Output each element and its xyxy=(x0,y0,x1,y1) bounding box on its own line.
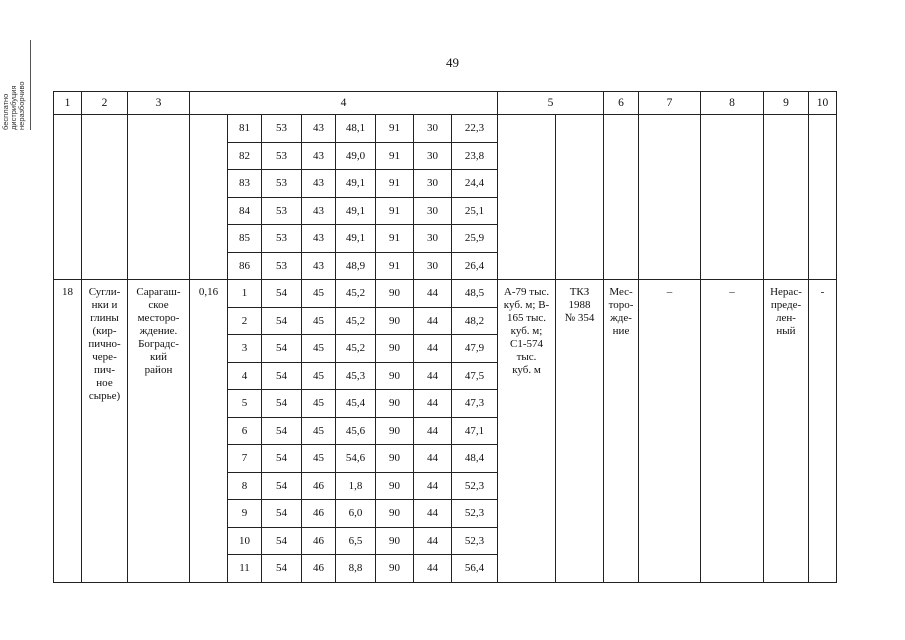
blank-cell xyxy=(128,115,190,280)
data-cell: 3 xyxy=(228,335,262,363)
data-cell: 43 xyxy=(302,115,336,143)
data-cell: 9 xyxy=(228,500,262,528)
data-cell: 91 xyxy=(376,170,414,198)
data-cell: 56,4 xyxy=(452,555,498,583)
blank-cell xyxy=(54,115,82,280)
data-cell: 54 xyxy=(262,445,302,473)
data-cell: 47,9 xyxy=(452,335,498,363)
data-cell: 30 xyxy=(414,197,452,225)
data-cell: 46 xyxy=(302,500,336,528)
cell-line: лен- xyxy=(776,312,796,324)
data-cell: 49,1 xyxy=(336,170,376,198)
blank-cell xyxy=(701,115,764,280)
data-cell: 54 xyxy=(262,472,302,500)
data-cell: 54,6 xyxy=(336,445,376,473)
cell-line: ние xyxy=(612,325,630,337)
data-cell: 30 xyxy=(414,252,452,280)
data-cell: 86 xyxy=(228,252,262,280)
data-cell: 43 xyxy=(302,170,336,198)
data-cell: 90 xyxy=(376,335,414,363)
data-cell: 53 xyxy=(262,252,302,280)
data-cell: 47,5 xyxy=(452,362,498,390)
page-number: 49 xyxy=(446,55,459,70)
data-cell: 90 xyxy=(376,390,414,418)
data-cell: 91 xyxy=(376,115,414,143)
cell-line: ждение. xyxy=(139,325,178,337)
data-cell: 1,8 xyxy=(336,472,376,500)
data-cell: 47,1 xyxy=(452,417,498,445)
data-cell: 45 xyxy=(302,445,336,473)
area-cell: 0,16 xyxy=(190,280,228,583)
data-cell: 45,3 xyxy=(336,362,376,390)
data-cell: 23,8 xyxy=(452,142,498,170)
cell-line: А-79 тыс. xyxy=(503,286,550,298)
cell-line: пично- xyxy=(88,338,121,350)
data-cell: 7 xyxy=(228,445,262,473)
data-cell: 45 xyxy=(302,390,336,418)
cell-line: (кир- xyxy=(92,325,117,337)
data-cell: 43 xyxy=(302,142,336,170)
data-cell: 82 xyxy=(228,142,262,170)
cell-line: пич- xyxy=(94,364,115,376)
data-cell: 48,2 xyxy=(452,307,498,335)
cell-line: нки и xyxy=(91,299,118,311)
data-cell: 45 xyxy=(302,307,336,335)
cell-line: Мес- xyxy=(609,286,633,298)
data-cell: 84 xyxy=(228,197,262,225)
cell-line: Нерас- xyxy=(770,286,802,298)
cell-line: ТКЗ xyxy=(569,286,590,298)
cell-line: 165 тыс. xyxy=(506,312,547,324)
cell-line: месторо- xyxy=(137,312,180,324)
data-cell: 91 xyxy=(376,142,414,170)
cell-line: кий xyxy=(149,351,168,363)
data-cell: 45 xyxy=(302,417,336,445)
data-cell: 90 xyxy=(376,527,414,555)
data-cell: 53 xyxy=(262,225,302,253)
cell-line: преде- xyxy=(770,299,802,311)
table-header-row xyxy=(54,92,837,115)
type-cell xyxy=(604,280,639,583)
cell-line: ный xyxy=(776,325,796,337)
data-cell: 44 xyxy=(414,362,452,390)
blank-cell xyxy=(82,115,128,280)
data-cell: 45,2 xyxy=(336,280,376,308)
cell-line: С1-574 xyxy=(510,338,543,350)
data-cell: 54 xyxy=(262,362,302,390)
data-cell: 44 xyxy=(414,280,452,308)
blank-cell xyxy=(809,115,837,280)
data-cell: 6,5 xyxy=(336,527,376,555)
data-cell: 90 xyxy=(376,417,414,445)
data-cell: 54 xyxy=(262,527,302,555)
stamp-line: бесплатно xyxy=(1,93,10,130)
data-cell: 43 xyxy=(302,252,336,280)
data-cell: 22,3 xyxy=(452,115,498,143)
data-cell: 46 xyxy=(302,527,336,555)
data-cell: 54 xyxy=(262,555,302,583)
deposit-cell xyxy=(128,280,190,583)
cell-line: чере- xyxy=(92,351,117,363)
data-cell: 26,4 xyxy=(452,252,498,280)
data-cell: 6 xyxy=(228,417,262,445)
data-cell: 44 xyxy=(414,555,452,583)
dash-cell: – xyxy=(639,280,701,583)
data-cell: 24,4 xyxy=(452,170,498,198)
data-cell: 45 xyxy=(302,280,336,308)
cell-line: сырье) xyxy=(88,390,121,402)
data-cell: 25,1 xyxy=(452,197,498,225)
header-cell: 5 xyxy=(498,92,604,115)
data-cell: 49,0 xyxy=(336,142,376,170)
data-cell: 44 xyxy=(414,390,452,418)
data-cell: 30 xyxy=(414,225,452,253)
blank-cell xyxy=(498,115,556,280)
dash-cell: – xyxy=(701,280,764,583)
cell-line: куб. м; xyxy=(510,325,543,337)
header-cell: 9 xyxy=(764,92,809,115)
data-cell: 6,0 xyxy=(336,500,376,528)
cell-line: № 354 xyxy=(564,312,595,324)
data-cell: 48,9 xyxy=(336,252,376,280)
data-cell: 53 xyxy=(262,142,302,170)
blank-cell xyxy=(190,115,228,280)
data-cell: 44 xyxy=(414,417,452,445)
cell-line: ское xyxy=(148,299,169,311)
data-cell: 52,3 xyxy=(452,500,498,528)
data-cell: 25,9 xyxy=(452,225,498,253)
data-cell: 45,6 xyxy=(336,417,376,445)
data-cell: 90 xyxy=(376,500,414,528)
margin-stamp xyxy=(2,40,42,130)
header-cell: 2 xyxy=(82,92,128,115)
stamp-rule xyxy=(30,40,31,130)
header-cell: 6 xyxy=(604,92,639,115)
data-cell: 81 xyxy=(228,115,262,143)
data-cell: 44 xyxy=(414,500,452,528)
data-cell: 48,1 xyxy=(336,115,376,143)
data-cell: 44 xyxy=(414,472,452,500)
data-cell: 45 xyxy=(302,335,336,363)
data-cell: 90 xyxy=(376,307,414,335)
table-row xyxy=(54,115,837,143)
data-cell: 45 xyxy=(302,362,336,390)
data-cell: 10 xyxy=(228,527,262,555)
data-cell: 43 xyxy=(302,225,336,253)
table-row xyxy=(54,280,837,308)
status-cell xyxy=(764,280,809,583)
data-cell: 8 xyxy=(228,472,262,500)
data-cell: 91 xyxy=(376,225,414,253)
cell-line: куб. м xyxy=(512,364,541,376)
data-cell: 30 xyxy=(414,115,452,143)
data-cell: 11 xyxy=(228,555,262,583)
data-cell: 45,2 xyxy=(336,307,376,335)
data-cell: 90 xyxy=(376,445,414,473)
data-cell: 2 xyxy=(228,307,262,335)
data-cell: 45,4 xyxy=(336,390,376,418)
blank-cell xyxy=(604,115,639,280)
material-cell xyxy=(82,280,128,583)
data-cell: 90 xyxy=(376,280,414,308)
data-cell: 48,5 xyxy=(452,280,498,308)
data-cell: 44 xyxy=(414,335,452,363)
header-cell: 7 xyxy=(639,92,701,115)
data-cell: 52,3 xyxy=(452,472,498,500)
data-cell: 90 xyxy=(376,362,414,390)
header-cell: 3 xyxy=(128,92,190,115)
cell-line: Сарагаш- xyxy=(136,286,181,298)
row-number-cell: 18 xyxy=(54,280,82,583)
data-cell: 91 xyxy=(376,197,414,225)
data-cell: 48,4 xyxy=(452,445,498,473)
data-cell: 53 xyxy=(262,170,302,198)
dash-cell: - xyxy=(809,280,837,583)
data-cell: 49,1 xyxy=(336,225,376,253)
cell-line: глины xyxy=(90,312,119,324)
stamp-line: неразборчиво xyxy=(17,81,26,130)
data-cell: 5 xyxy=(228,390,262,418)
data-cell: 91 xyxy=(376,252,414,280)
data-cell: 53 xyxy=(262,115,302,143)
header-cell: 1 xyxy=(54,92,82,115)
header-cell: 4 xyxy=(190,92,498,115)
data-cell: 4 xyxy=(228,362,262,390)
data-cell: 54 xyxy=(262,500,302,528)
data-cell: 45,2 xyxy=(336,335,376,363)
data-cell: 85 xyxy=(228,225,262,253)
data-cell: 47,3 xyxy=(452,390,498,418)
data-cell: 90 xyxy=(376,555,414,583)
cell-line: ное xyxy=(96,377,113,389)
data-cell: 83 xyxy=(228,170,262,198)
data-cell: 52,3 xyxy=(452,527,498,555)
data-cell: 54 xyxy=(262,335,302,363)
data-cell: 53 xyxy=(262,197,302,225)
cell-line: район xyxy=(144,364,173,376)
header-cell: 10 xyxy=(809,92,837,115)
cell-line: жде- xyxy=(610,312,632,324)
data-cell: 30 xyxy=(414,170,452,198)
data-cell: 90 xyxy=(376,472,414,500)
reserves-cell xyxy=(498,280,556,583)
data-cell: 30 xyxy=(414,142,452,170)
data-cell: 46 xyxy=(302,555,336,583)
cell-line: 1988 xyxy=(568,299,591,311)
data-cell: 44 xyxy=(414,307,452,335)
cell-line: куб. м; В- xyxy=(503,299,550,311)
data-cell: 44 xyxy=(414,527,452,555)
data-cell: 54 xyxy=(262,390,302,418)
deposits-table xyxy=(53,91,837,583)
data-cell: 49,1 xyxy=(336,197,376,225)
data-cell: 54 xyxy=(262,307,302,335)
cell-line: торо- xyxy=(608,299,634,311)
data-cell: 8,8 xyxy=(336,555,376,583)
data-cell: 1 xyxy=(228,280,262,308)
data-cell: 54 xyxy=(262,280,302,308)
cell-line: Сугли- xyxy=(88,286,121,298)
header-cell: 8 xyxy=(701,92,764,115)
blank-cell xyxy=(556,115,604,280)
protocol-cell xyxy=(556,280,604,583)
table-body xyxy=(54,92,837,583)
data-cell: 44 xyxy=(414,445,452,473)
data-cell: 46 xyxy=(302,472,336,500)
cell-line: тыс. xyxy=(516,351,537,363)
data-cell: 54 xyxy=(262,417,302,445)
blank-cell xyxy=(764,115,809,280)
blank-cell xyxy=(639,115,701,280)
stamp-line: дистрибуция xyxy=(9,85,18,130)
cell-line: Боградс- xyxy=(138,338,179,350)
data-cell: 43 xyxy=(302,197,336,225)
